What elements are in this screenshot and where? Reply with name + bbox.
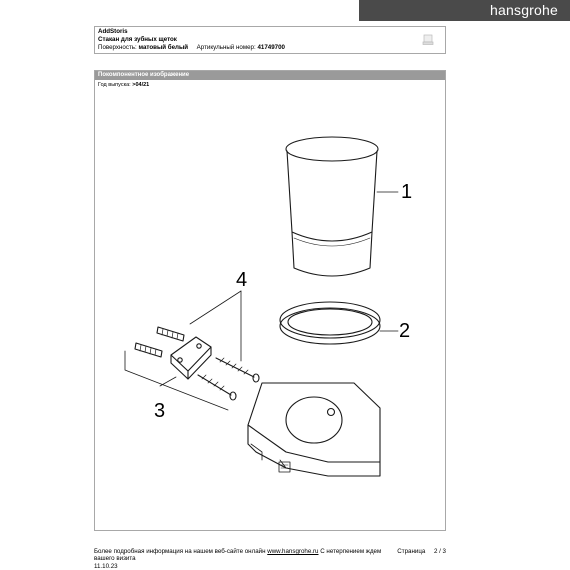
page-indicator	[397, 548, 446, 555]
surface-label: Поверхность:	[98, 44, 137, 51]
release-label: Год выпуска:	[98, 82, 131, 88]
footer-date: 11.10.23	[94, 563, 118, 570]
brand-logo-bar	[359, 0, 570, 21]
page-value: 2 / 3	[433, 548, 446, 555]
article-label: Артикульный номер:	[196, 44, 256, 51]
footer-continuation: вашего визита	[94, 555, 136, 563]
product-attributes	[98, 44, 285, 51]
ring-part	[280, 302, 380, 344]
footer-info	[94, 548, 381, 563]
footer-text-before: Более подробная информация на нашем веб-сайте онлайн	[94, 548, 266, 555]
page-label: Страница	[397, 548, 426, 555]
screws-part	[198, 358, 259, 400]
mounting-plate-part	[171, 337, 211, 379]
footer-website-link[interactable]: www.hansgrohe.ru	[267, 548, 319, 555]
exploded-drawing	[94, 70, 446, 531]
product-description: Стакан для зубных щеток	[98, 36, 177, 43]
product-thumbnail-icon	[421, 33, 435, 47]
dowels-part	[135, 327, 184, 357]
callout-4: 4	[236, 269, 248, 291]
section-title: Покомпонентное изображение	[95, 71, 445, 80]
footer-text-after: С нетерпением ждем	[320, 548, 382, 555]
holder-part	[248, 383, 380, 476]
surface-value: матовый белый	[138, 44, 189, 51]
tumbler-part	[286, 137, 378, 276]
callout-2: 2	[399, 320, 411, 342]
callout-1: 1	[401, 181, 413, 203]
product-name: AddStoris	[98, 28, 128, 35]
leader-lines	[125, 192, 398, 410]
article-value: 41749700	[257, 44, 285, 51]
brand-logo: hansgrohe	[490, 2, 558, 18]
callout-3: 3	[154, 400, 166, 422]
product-info-box	[94, 26, 446, 54]
release-value: >04/21	[132, 82, 150, 88]
